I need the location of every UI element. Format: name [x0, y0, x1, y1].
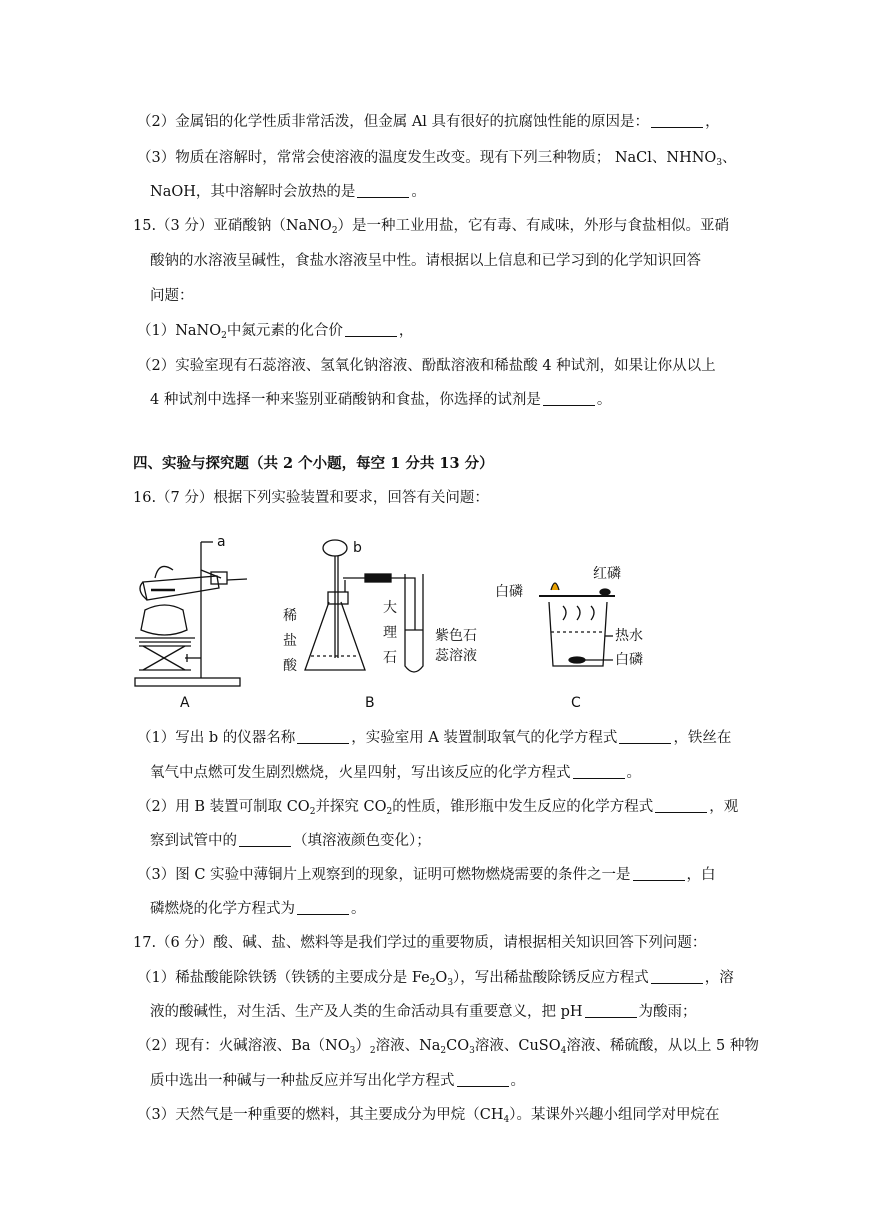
answer-blank[interactable]	[651, 969, 703, 984]
label-b: b	[353, 540, 362, 556]
answer-blank[interactable]	[345, 322, 397, 337]
apparatus-a	[135, 542, 247, 686]
q15-part2-cont: 4 种试剂中选择一种来鉴别亚硝酸钠和食盐，你选择的试剂是 。	[150, 392, 612, 408]
answer-blank[interactable]	[357, 183, 409, 198]
label-C: C	[571, 695, 581, 711]
q16-part3: （3）图 C 实验中薄铜片上观察到的现象，证明可燃物燃烧需要的条件之一是 ，白	[137, 867, 716, 883]
q14-part2: （2）金属铝的化学性质非常活泼，但金属 Al 具有很好的抗腐蚀性能的原因是： ，	[137, 114, 720, 130]
answer-blank[interactable]	[651, 113, 703, 128]
label-li: 理	[383, 625, 397, 641]
q16-part1: （1）写出 b 的仪器名称 ，实验室用 A 装置制取氧气的化学方程式 ，铁丝在	[137, 730, 732, 746]
q15-part1: （1）NaNO$_2$中氮元素的化合价 ，	[137, 323, 414, 341]
q17-part1-cont: 液的酸碱性，对生活、生产及人类的生命活动具有重要意义，把 pH 为酸雨；	[150, 1004, 697, 1020]
label-B: B	[365, 695, 375, 711]
label-A: A	[180, 695, 190, 711]
answer-blank[interactable]	[619, 729, 671, 744]
q15-line2: 酸钠的水溶液呈碱性，食盐水溶液呈中性。请根据以上信息和已学习到的化学知识回答	[150, 253, 701, 269]
answer-blank[interactable]	[239, 832, 291, 847]
q16-part2: （2）用 B 装置可制取 $CO_2$并探究 $CO_2$的性质，锥形瓶中发生反应的化学方程式 ，观	[137, 799, 739, 817]
label-hong-lin: 红磷	[593, 566, 621, 582]
q17-part2-cont: 质中选出一种碱与一种盐反应并写出化学方程式 。	[150, 1073, 525, 1089]
apparatus-c	[539, 583, 615, 666]
label-zise: 紫色石	[435, 628, 477, 644]
apparatus-figure	[125, 530, 765, 712]
label-ruiye: 蕊溶液	[435, 648, 477, 664]
answer-blank[interactable]	[655, 798, 707, 813]
q16-head: 16.（7 分）根据下列实验装置和要求，回答有关问题：	[133, 490, 489, 506]
label-suan: 酸	[283, 658, 297, 674]
apparatus-b	[305, 540, 423, 672]
section-heading: 四、实验与探究题（共 2 个小题，每空 1 分共 13 分）	[133, 455, 494, 472]
q17-head: 17.（6 分）酸、碱、盐、燃料等是我们学过的重要物质，请根据相关知识回答下列问题：	[133, 935, 707, 951]
answer-blank[interactable]	[633, 866, 685, 881]
q16-part2-cont: 察到试管中的 （填溶液颜色变化）；	[150, 833, 431, 849]
label-bai-lin-bottom: 白磷	[615, 652, 643, 668]
label-shi: 石	[383, 650, 397, 666]
q16-part1-cont: 氧气中点燃可发生剧烈燃烧，火星四射，写出该反应的化学方程式 。	[150, 765, 641, 781]
label-xi: 稀	[283, 608, 297, 624]
label-yan: 盐	[283, 633, 297, 649]
label-bai-lin-top: 白磷	[495, 584, 523, 600]
answer-blank[interactable]	[457, 1072, 509, 1087]
label-a: a	[217, 534, 226, 550]
q17-part2: （2）现有：火碱溶液、$Ba(NO_3)_2$溶液、$Na_2CO_3$溶液、CuSO$_4$溶液、稀硫酸，从以上 5 种物	[137, 1038, 759, 1056]
q15-head: 15.（3 分）亚硝酸钠（NaNO$_2$）是一种工业用盐，它有毒、有咸味，外形与食盐相似。亚硝	[133, 218, 730, 236]
q14-part3: （3）物质在溶解时，常常会使溶液的温度发生改变。现有下列三种物质； NaCl、$NHNO_3$、	[137, 150, 737, 168]
answer-blank[interactable]	[573, 764, 625, 779]
q17-part1: （1）稀盐酸能除铁锈（铁锈的主要成分是 $Fe_2O_3$），写出稀盐酸除锈反应方程式 ，溶	[137, 970, 734, 988]
q14-part3-cont: NaOH，其中溶解时会放热的是 。	[150, 184, 426, 200]
q15-part2: （2）实验室现有石蕊溶液、氢氧化钠溶液、酚酞溶液和稀盐酸 4 种试剂，如果让你从以上	[137, 358, 716, 374]
answer-blank[interactable]	[297, 900, 349, 915]
label-da: 大	[383, 600, 397, 616]
answer-blank[interactable]	[585, 1003, 637, 1018]
q15-line3: 问题：	[150, 288, 194, 304]
q16-part3-cont: 磷燃烧的化学方程式为 。	[150, 901, 366, 917]
label-re-shui: 热水	[615, 628, 643, 644]
q17-part3: （3）天然气是一种重要的燃料，其主要成分为甲烷$(CH_4)$。某课外兴趣小组同学对甲烷在	[137, 1107, 720, 1125]
answer-blank[interactable]	[297, 729, 349, 744]
answer-blank[interactable]	[543, 391, 595, 406]
